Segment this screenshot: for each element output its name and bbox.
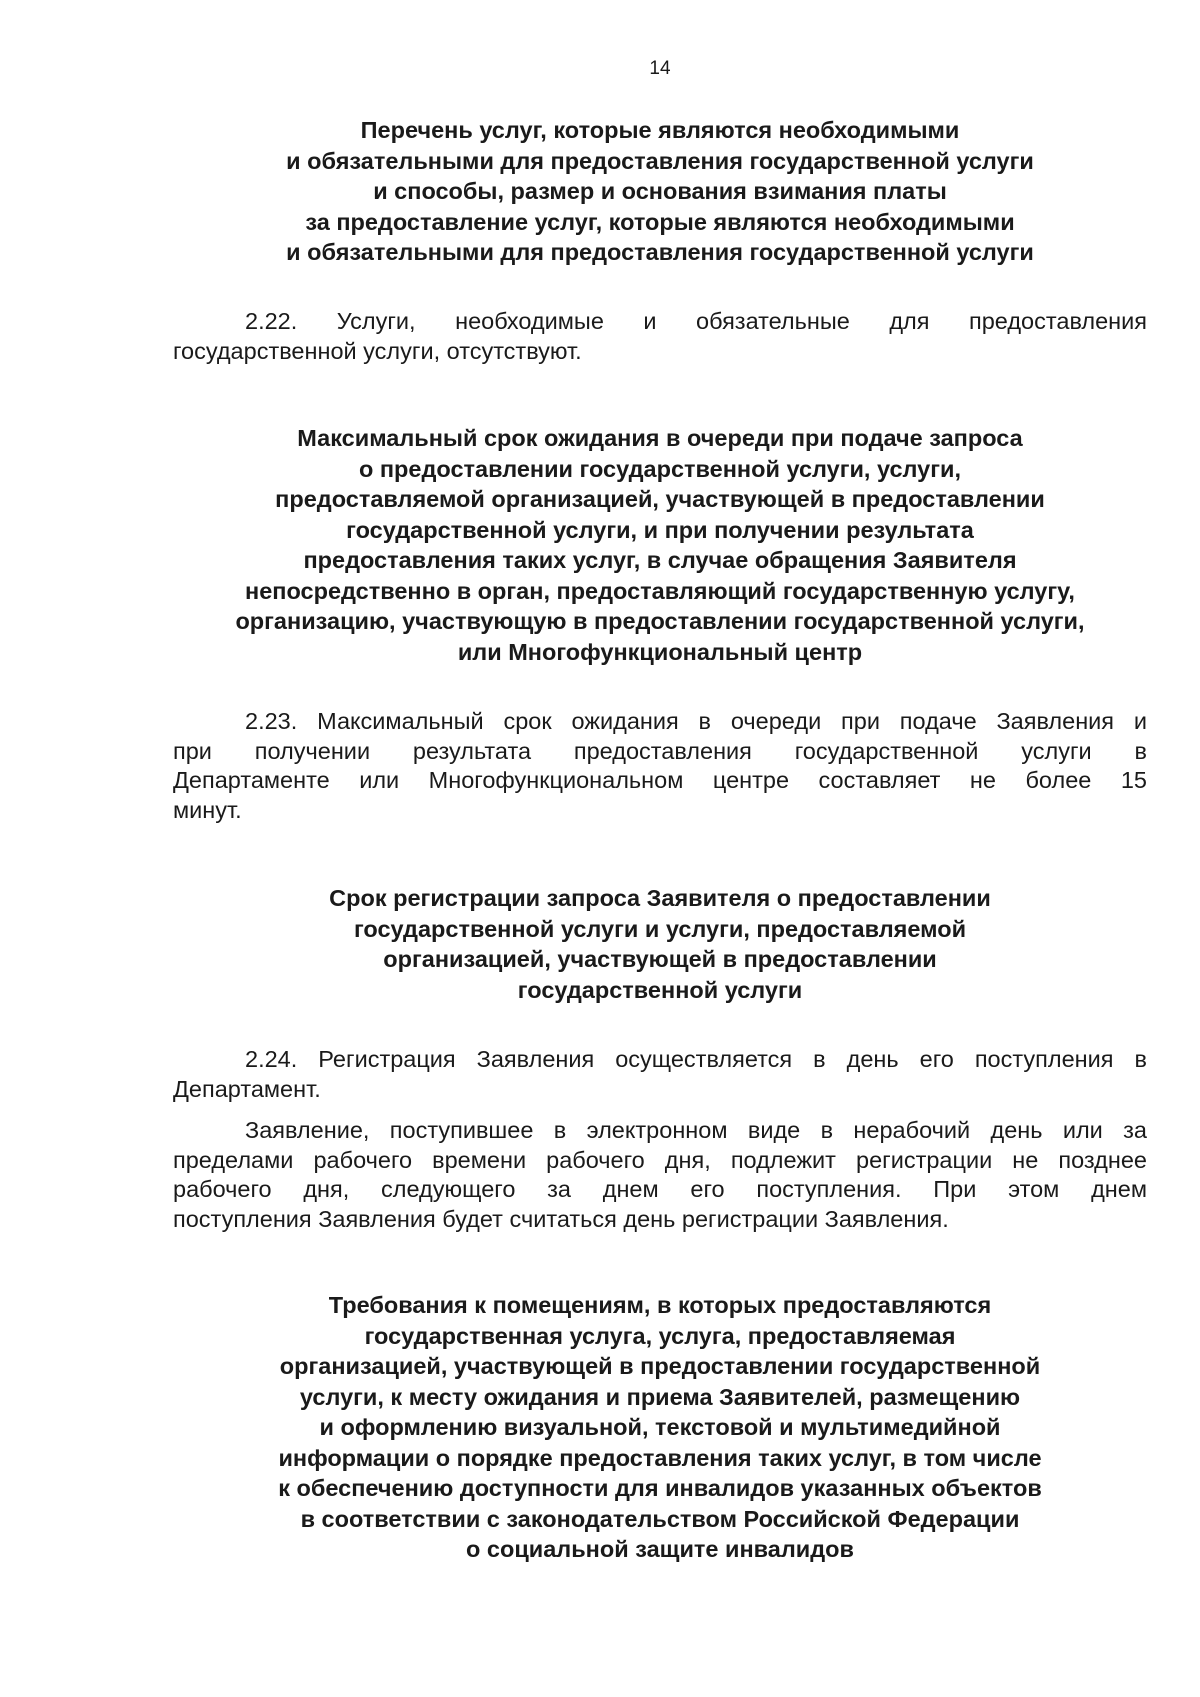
- heading-line: государственной услуги и услуги, предоставляемой: [353, 915, 967, 942]
- heading-line: Срок регистрации запроса Заявителя о предоставлении: [329, 885, 991, 911]
- paragraph-line: 2.22. Услуги, необходимые и обязательные для предоставления: [245, 308, 1147, 334]
- heading-line: за предоставление услуг, которые являются необходимыми: [305, 208, 1015, 235]
- paragraph-2-23: [173, 707, 1147, 825]
- heading-line: о социальной защите инвалидов: [466, 1536, 854, 1562]
- heading-line: непосредственно в орган, предоставляющий государственную услугу,: [245, 577, 1075, 604]
- heading-line: государственной услуги: [517, 976, 803, 1003]
- paragraph-line: 2.24. Регистрация Заявления осуществляется в день его поступления в: [245, 1046, 1147, 1072]
- paragraph-line: Департаменте или Многофункциональном центре составляет не более 15: [173, 767, 1147, 793]
- paragraph-line: Заявление, поступившее в электронном виде в нерабочий день или за: [245, 1117, 1147, 1143]
- section-heading-services-list: [173, 115, 1147, 268]
- heading-line: организацией, участвующей в предоставлении государственной: [279, 1353, 1041, 1379]
- heading-line: и способы, размер и основания взимания платы: [373, 178, 947, 204]
- paragraph-line: пределами рабочего времени рабочего дня, подлежит регистрации не позднее: [173, 1146, 1147, 1173]
- paragraph-line: поступления Заявления будет считаться день регистрации Заявления.: [173, 1205, 949, 1232]
- heading-line: в соответствии с законодательством Российской Федерации: [300, 1505, 1020, 1532]
- heading-line: и обязательными для предоставления государственной услуги: [286, 147, 1034, 174]
- page-number: 14: [649, 58, 671, 79]
- paragraph-line: государственной услуги, отсутствуют.: [173, 337, 582, 364]
- section-heading-premises-requirements: [173, 1290, 1147, 1565]
- heading-line: к обеспечению доступности для инвалидов указанных объектов: [278, 1475, 1042, 1501]
- paragraph-line: рабочего дня, следующего за днем его поступления. При этом днем: [173, 1176, 1147, 1202]
- paragraph-line: 2.23. Максимальный срок ожидания в очереди при подаче Заявления и: [245, 708, 1147, 734]
- paragraph-electronic-application: [173, 1116, 1147, 1234]
- heading-line: государственная услуга, услуга, предоставляемая: [364, 1322, 956, 1349]
- paragraph-2-22: [173, 307, 1147, 366]
- heading-line: организацию, участвующую в предоставлении государственной услуги,: [235, 608, 1085, 634]
- heading-line: государственной услуги, и при получении результата: [346, 516, 974, 543]
- heading-line: предоставления таких услуг, в случае обращения Заявителя: [303, 547, 1017, 573]
- heading-line: информации о порядке предоставления таких услуг, в том числе: [278, 1444, 1042, 1471]
- paragraph-line: при получении результата предоставления государственной услуги в: [173, 737, 1147, 764]
- heading-line: услуги, к месту ожидания и приема Заявителей, размещению: [299, 1383, 1021, 1410]
- heading-line: Перечень услуг, которые являются необходимыми: [360, 117, 960, 143]
- paragraph-line: Департамент.: [173, 1075, 321, 1102]
- paragraph-2-24: [173, 1045, 1147, 1104]
- paragraph-line: минут.: [173, 796, 242, 823]
- heading-line: предоставляемой организацией, участвующей в предоставлении: [275, 486, 1045, 512]
- heading-line: о предоставлении государственной услуги, услуги,: [358, 455, 961, 482]
- heading-line: Требования к помещениям, в которых предоставляются: [328, 1292, 992, 1318]
- section-heading-queue-wait-time: [173, 423, 1147, 667]
- heading-line: Максимальный срок ожидания в очереди при подаче запроса: [297, 425, 1023, 451]
- heading-line: и обязательными для предоставления государственной услуги: [286, 239, 1034, 265]
- section-heading-registration-term: [173, 883, 1147, 1005]
- heading-line: и оформлению визуальной, текстовой и мультимедийной: [319, 1414, 1001, 1440]
- heading-line: организацией, участвующей в предоставлении: [383, 946, 937, 972]
- heading-line: или Многофункциональный центр: [457, 638, 863, 665]
